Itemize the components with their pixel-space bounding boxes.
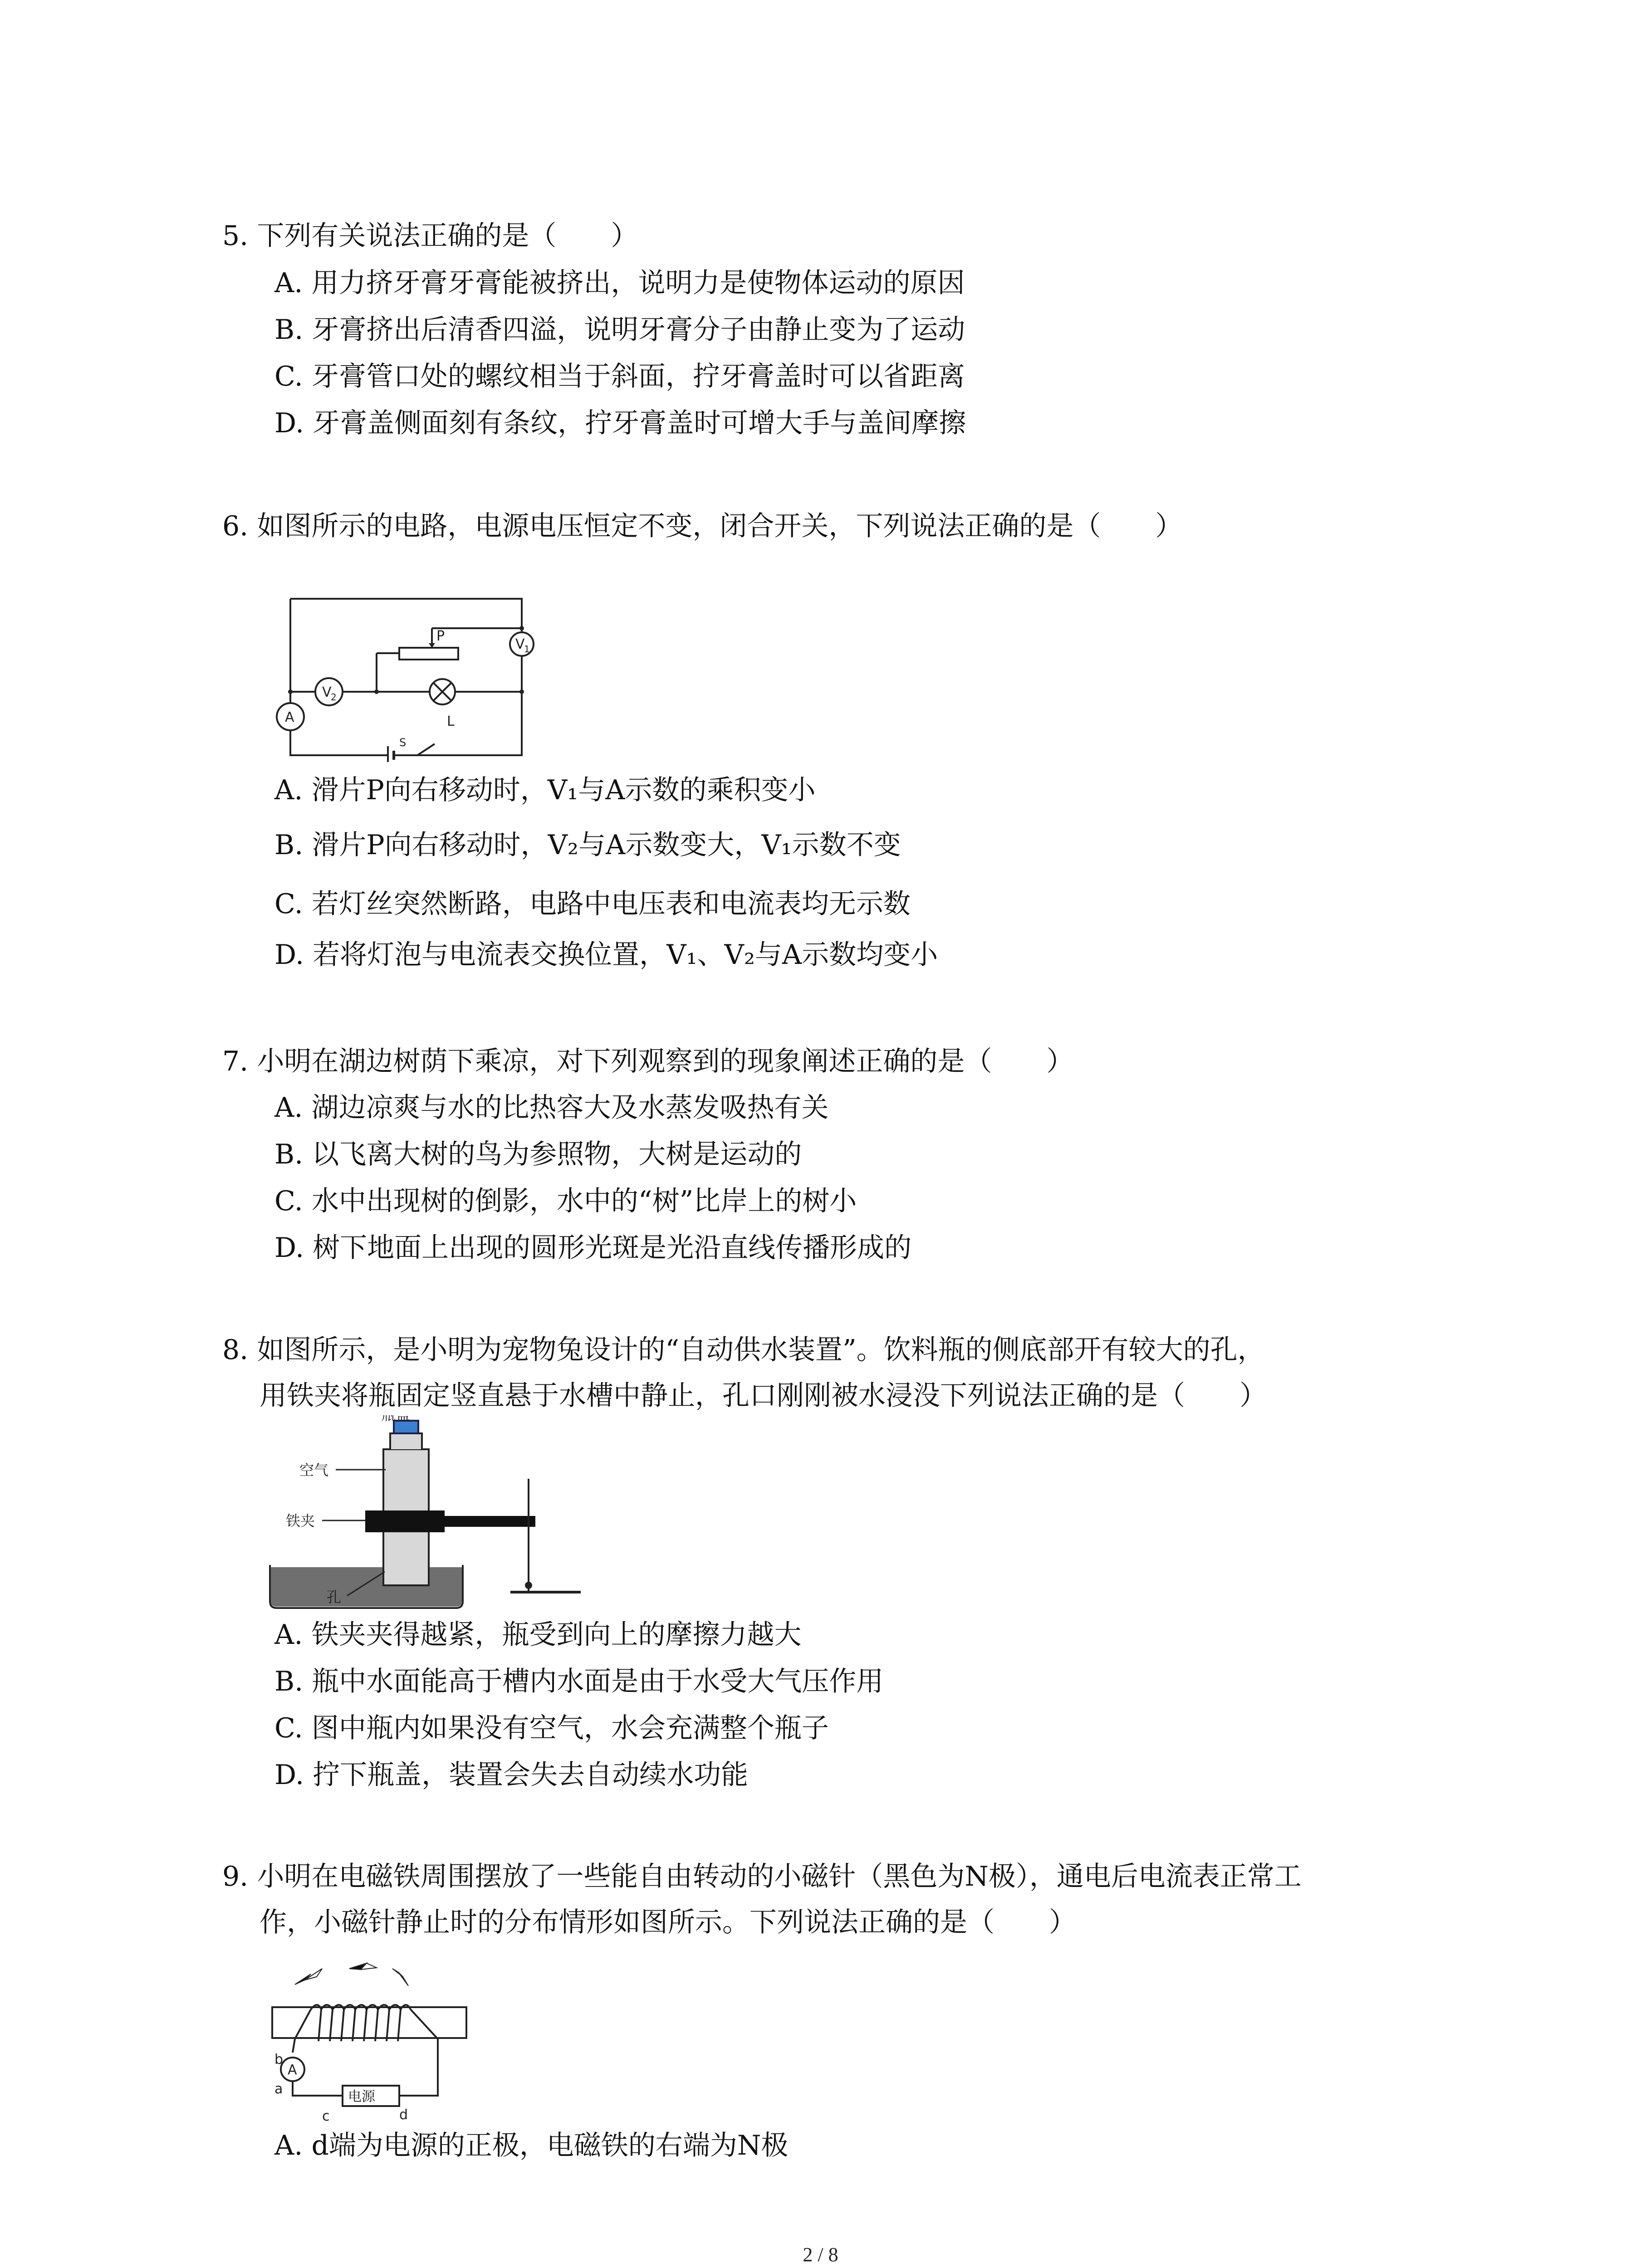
rheostat-label-p: P: [436, 628, 445, 644]
q9-electromagnet-figure: [268, 1950, 476, 2123]
v1-sub: 1: [524, 644, 530, 655]
terminal-b-label: b: [274, 2052, 284, 2068]
q7-stem: 7. 小明在湖边树荫下乘凉，对下列观察到的现象阐述正确的是（ ）: [222, 1046, 1074, 1077]
cap-label: [381, 1415, 410, 1423]
q9-option-a: A. d端为电源的正极，电磁铁的右端为N极: [274, 2130, 789, 2161]
q8-option-d: D. 拧下瓶盖，装置会失去自动续水功能: [274, 1759, 749, 1791]
lamp-label: L: [447, 714, 455, 729]
q5-option-b: B. 牙膏挤出后清香四溢，说明牙膏分子由静止变为了运动: [274, 314, 965, 346]
q7-option-a: A. 湖边凉爽与水的比热容大及水蒸发吸热有关: [274, 1092, 829, 1124]
switch-label: S: [399, 736, 407, 749]
q5-option-d: D. 牙膏盖侧面刻有条纹，拧牙膏盖时可增大手与盖间摩擦: [274, 407, 966, 439]
q5-option-a: A. 用力挤牙膏牙膏能被挤出，说明力是使物体运动的原因: [274, 267, 965, 299]
q6-option-a: A. 滑片P向右移动时，V₁与A示数的乘积变小: [274, 774, 816, 806]
hole-label: 孔: [327, 1589, 342, 1606]
q6-stem: 6. 如图所示的电路，电源电压恒定不变，闭合开关，下列说法正确的是（ ）: [222, 510, 1183, 542]
q5-stem: 5. 下列有关说法正确的是（ ）: [222, 220, 638, 252]
q8-stem-line1: 8. 如图所示，是小明为宠物兔设计的“自动供水装置”。饮料瓶的侧底部开有较大的孔，: [222, 1334, 1265, 1366]
terminal-d-label: d: [399, 2107, 408, 2123]
q9-stem-line2: 作，小磁针静止时的分布情形如图所示。下列说法正确的是（ ）: [260, 1906, 1076, 1938]
power-source-label: 电源: [348, 2089, 375, 2105]
q7-option-d: D. 树下地面上出现的圆形光斑是光沿直线传播形成的: [274, 1232, 912, 1264]
page-number: 2 / 8: [803, 2244, 838, 2266]
q8-option-c: C. 图中瓶内如果没有空气，水会充满整个瓶子: [274, 1712, 829, 1744]
terminal-c-label: c: [322, 2108, 330, 2123]
q9-stem-line1: 9. 小明在电磁铁周围摆放了一些能自由转动的小磁针（黑色为N极），通电后电流表正常工: [222, 1861, 1302, 1892]
q5-option-c: C. 牙膏管口处的螺纹相当于斜面，拧牙膏盖时可以省距离: [274, 361, 965, 392]
q8-option-a: A. 铁夹夹得越紧，瓶受到向上的摩擦力越大: [274, 1619, 802, 1651]
ammeter-label: A: [285, 709, 294, 725]
q8-stem-line2: 用铁夹将瓶固定竖直悬于水槽中静止，孔口刚刚被水浸没下列说法正确的是（ ）: [260, 1380, 1267, 1412]
q7-option-b: B. 以飞离大树的鸟为参照物，大树是运动的: [274, 1139, 802, 1170]
q8-water-device-figure: [268, 1415, 585, 1610]
v2-label: V: [322, 684, 332, 700]
q9-ammeter-label: A: [288, 2062, 297, 2078]
q6-option-b: B. 滑片P向右移动时，V₂与A示数变大，V₁示数不变: [274, 829, 901, 861]
q8-option-b: B. 瓶中水面能高于槽内水面是由于水受大气压作用: [274, 1666, 884, 1697]
terminal-a-label: a: [274, 2081, 283, 2097]
air-label: 空气: [299, 1461, 329, 1479]
q7-option-c: C. 水中出现树的倒影，水中的“树”比岸上的树小: [274, 1185, 857, 1217]
v2-sub: 2: [331, 692, 337, 703]
v1-label: V: [515, 636, 525, 652]
q6-option-d: D. 若将灯泡与电流表交换位置，V₁、V₂与A示数均变小: [274, 939, 938, 971]
q6-option-c: C. 若灯丝突然断路，电路中电压表和电流表均无示数: [274, 888, 911, 920]
q6-circuit-figure: [263, 590, 544, 762]
clamp-label: 铁夹: [286, 1512, 315, 1530]
